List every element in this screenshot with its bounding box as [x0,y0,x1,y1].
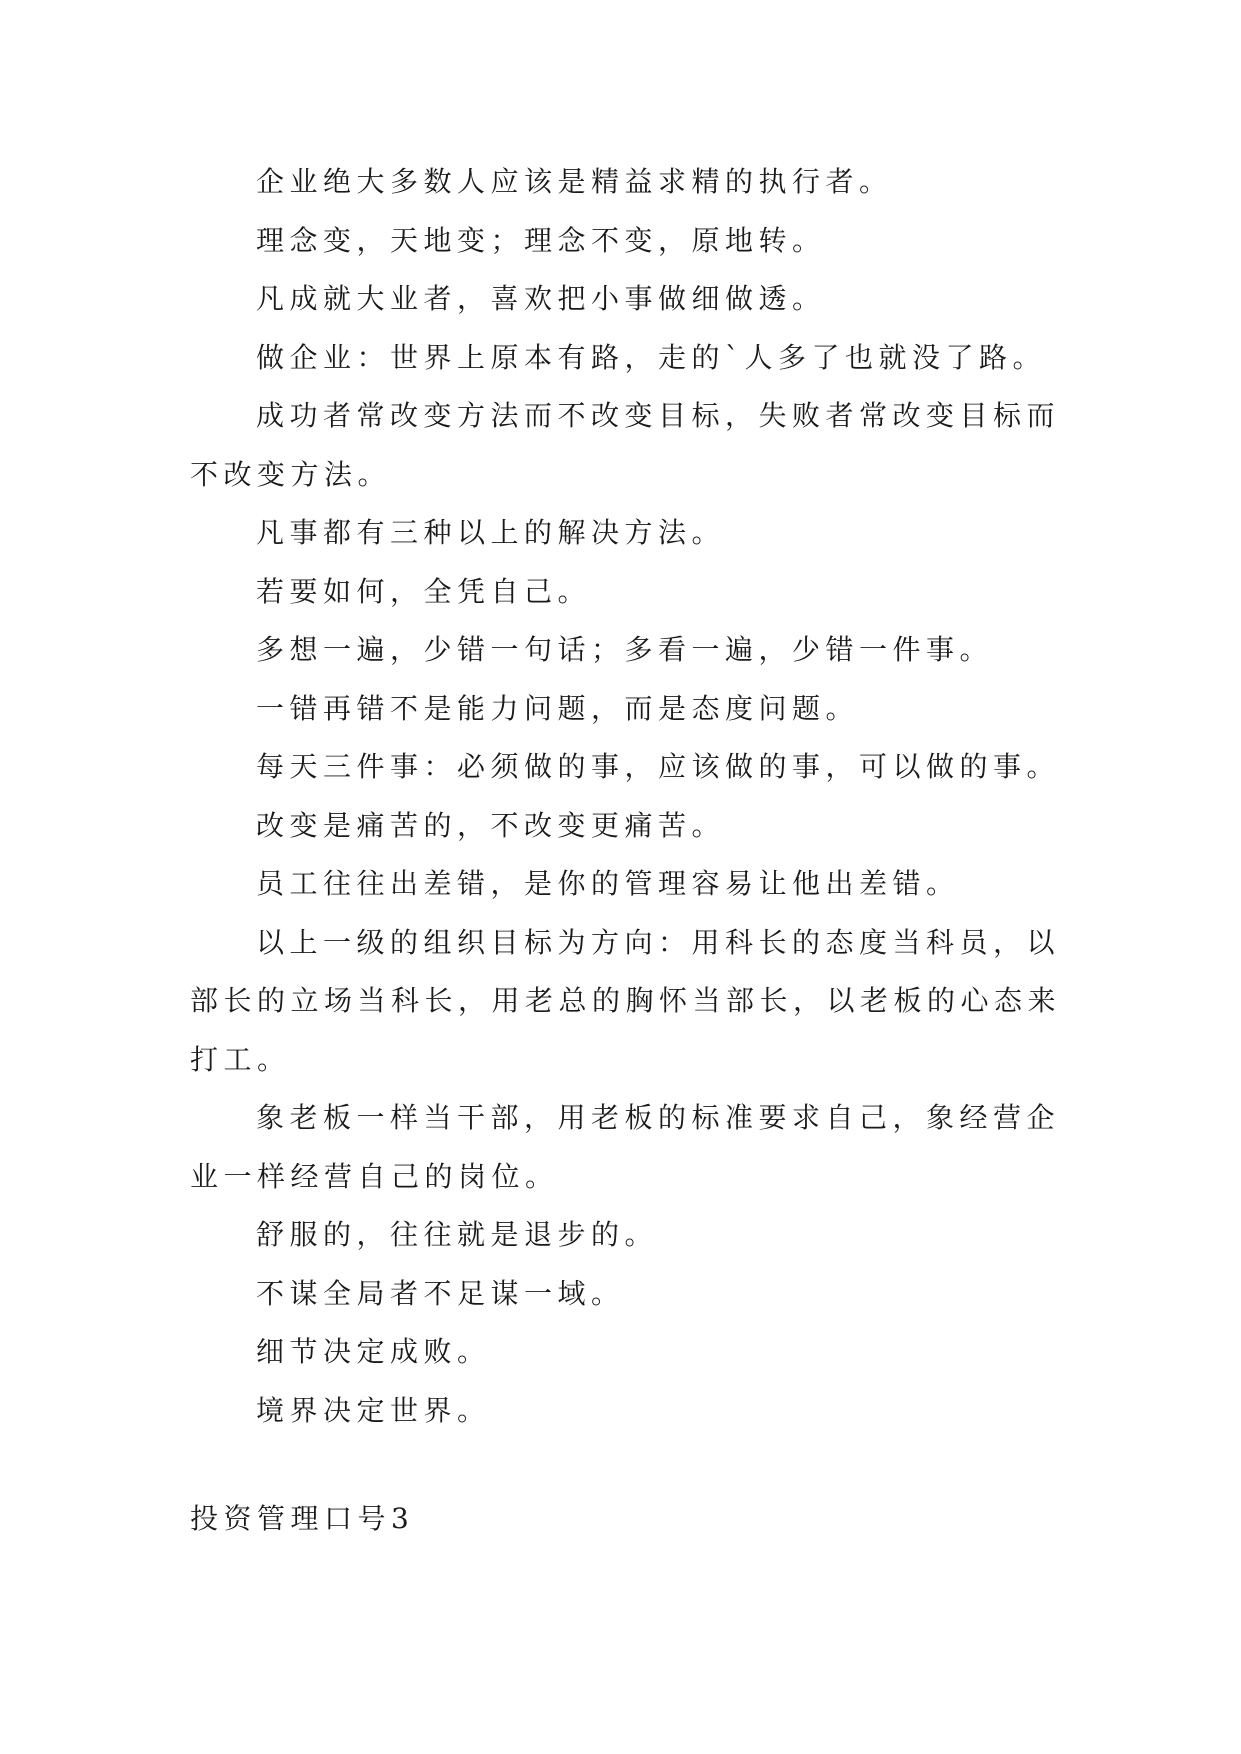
paragraph: 凡成就大业者，喜欢把小事做细做透。 [256,282,826,315]
document-body [190,153,1065,1440]
paragraph: 若要如何，全凭自己。 [256,574,592,608]
paragraph: 员工往往出差错，是你的管理容易让他出差错。 [256,867,960,900]
paragraph: 每天三件事：必须做的事，应该做的事，可以做的事。 [256,750,1061,783]
paragraph: 象老板一样当干部，用老板的标准要求自己，象经营企业一样经营自己的岗位。 [190,1101,1061,1193]
paragraph: 不谋全局者不足谋一域。 [256,1276,625,1310]
paragraph: 一错再错不是能力问题，而是态度问题。 [256,691,860,725]
paragraph: 成功者常改变方法而不改变目标，失败者常改变目标而不改变方法。 [190,399,1061,491]
paragraph: 境界决定世界。 [256,1393,491,1427]
section-heading: 投资管理口号3 [190,1502,415,1535]
paragraph: 企业绝大多数人应该是精益求精的执行者。 [256,165,893,198]
paragraph: 舒服的，往往就是退步的。 [256,1218,659,1251]
paragraph: 细节决定成败。 [256,1335,491,1368]
paragraph: 理念变，天地变；理念不变，原地转。 [256,223,826,257]
paragraph: 以上一级的组织目标为方向：用科长的态度当科员，以部长的立场当科长，用老总的胸怀当部长，以老板的心态来打工。 [190,925,1062,1076]
paragraph: 做企业：世界上原本有路，走的`人多了也就没了路。 [256,340,1047,374]
paragraph: 凡事都有三种以上的解决方法。 [256,516,726,549]
paragraph: 改变是痛苦的，不改变更痛苦。 [256,808,726,842]
paragraph: 多想一遍，少错一句话；多看一遍，少错一件事。 [256,633,994,666]
